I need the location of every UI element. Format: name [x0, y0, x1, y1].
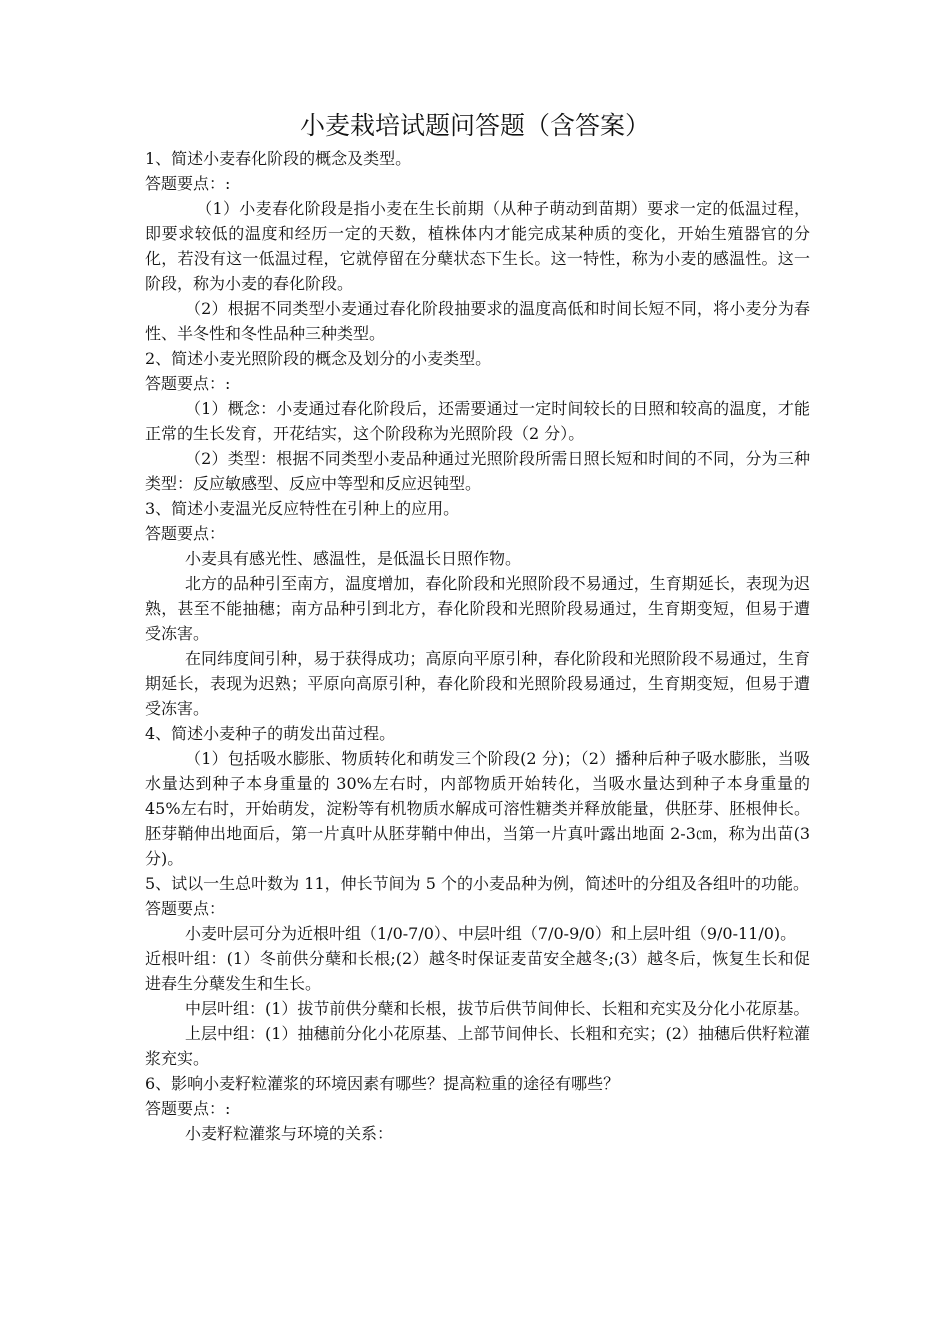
question-2: 2、简述小麦光照阶段的概念及划分的小麦类型。 — [145, 349, 492, 368]
question-5: 5、试以一生总叶数为 11，伸长节间为 5 个的小麦品种为例，简述叶的分组及各组叶的功能。 — [145, 874, 809, 893]
q2-paragraph-2: （2）类型：根据不同类型小麦品种通过光照阶段所需日照长短和时间的不同，分为三种类型：反应敏感型、反应中等型和反应迟钝型。 — [145, 449, 810, 493]
answer-label-2: 答题要点：: — [145, 374, 231, 393]
question-1: 1、简述小麦春化阶段的概念及类型。 — [145, 149, 412, 168]
q3-paragraph-3: 在同纬度间引种，易于获得成功；高原向平原引种，春化阶段和光照阶段不易通过，生育期延长，表现为迟熟；平原向高原引种，春化阶段和光照阶段易通过，生育期变短，但易于遭受冻害。 — [145, 649, 810, 718]
q3-paragraph-1: 小麦具有感光性、感温性，是低温长日照作物。 — [185, 549, 522, 568]
document-body — [145, 146, 810, 1146]
q4-paragraph-1: （1）包括吸水膨胀、物质转化和萌发三个阶段(2 分)；（2）播种后种子吸水膨胀，当吸水量达到种子本身重量的 30%左右时，内部物质开始转化，当吸水量达到种子本身重量的 45%左右时，开始萌发，淀粉等有机物质水解成可溶性糖类并释放能量，供胚芽、胚根伸长。胚芽鞘伸出地面后，第一片真叶从胚芽鞘中伸出，当第一片真叶露出地面 2-3㎝，称为出苗(3 分)。 — [145, 749, 810, 868]
question-6: 6、影响小麦籽粒灌浆的环境因素有哪些？提高粒重的途径有哪些？ — [145, 1074, 620, 1093]
answer-label-1: 答题要点：: — [145, 174, 231, 193]
q3-paragraph-2: 北方的品种引至南方，温度增加，春化阶段和光照阶段不易通过，生育期延长，表现为迟熟，甚至不能抽穗；南方品种引到北方，春化阶段和光照阶段易通过，生育期变短，但易于遭受冻害。 — [145, 574, 810, 643]
q1-paragraph-2: （2）根据不同类型小麦通过春化阶段抽要求的温度高低和时间长短不同，将小麦分为春性、半冬性和冬性品种三种类型。 — [145, 299, 810, 343]
answer-label-5: 答题要点： — [145, 899, 226, 918]
q5-paragraph-2: 近根叶组：(1）冬前供分蘖和长根;(2）越冬时保证麦苗安全越冬;(3）越冬后，恢复生长和促进春生分蘖发生和生长。 — [145, 949, 810, 993]
q5-paragraph-1: 小麦叶层可分为近根叶组（1/0-7/0）、中层叶组（7/0-9/0）和上层叶组（9/0-11/0)。 — [185, 924, 797, 943]
q2-paragraph-1: （1）概念：小麦通过春化阶段后，还需要通过一定时间较长的日照和较高的温度，才能正常的生长发育，开花结实，这个阶段称为光照阶段（2 分）。 — [145, 399, 810, 443]
q5-paragraph-3: 中层叶组：(1）拔节前供分蘖和长根，拔节后供节间伸长、长粗和充实及分化小花原基。 — [185, 999, 810, 1018]
q1-paragraph-1: （1）小麦春化阶段是指小麦在生长前期（从种子萌动到苗期）要求一定的低温过程，即要求较低的温度和经历一定的天数，植株体内才能完成某种质的变化，开始生殖器官的分化，若没有这一低温过程，它就停留在分蘖状态下生长。这一特性，称为小麦的感温性。这一阶段，称为小麦的春化阶段。 — [145, 199, 810, 293]
page-title: 小麦栽培试题问答题（含答案） — [299, 111, 650, 140]
question-4: 4、简述小麦种子的萌发出苗过程。 — [145, 724, 396, 743]
question-3: 3、简述小麦温光反应特性在引种上的应用。 — [145, 499, 460, 518]
answer-label-6: 答题要点：: — [145, 1099, 231, 1118]
q5-paragraph-4: 上层中组：(1）抽穗前分化小花原基、上部节间伸长、长粗和充实；(2）抽穗后供籽粒灌浆充实。 — [145, 1024, 810, 1068]
answer-label-3: 答题要点： — [145, 524, 226, 543]
q6-paragraph-1: 小麦籽粒灌浆与环境的关系： — [185, 1124, 394, 1143]
